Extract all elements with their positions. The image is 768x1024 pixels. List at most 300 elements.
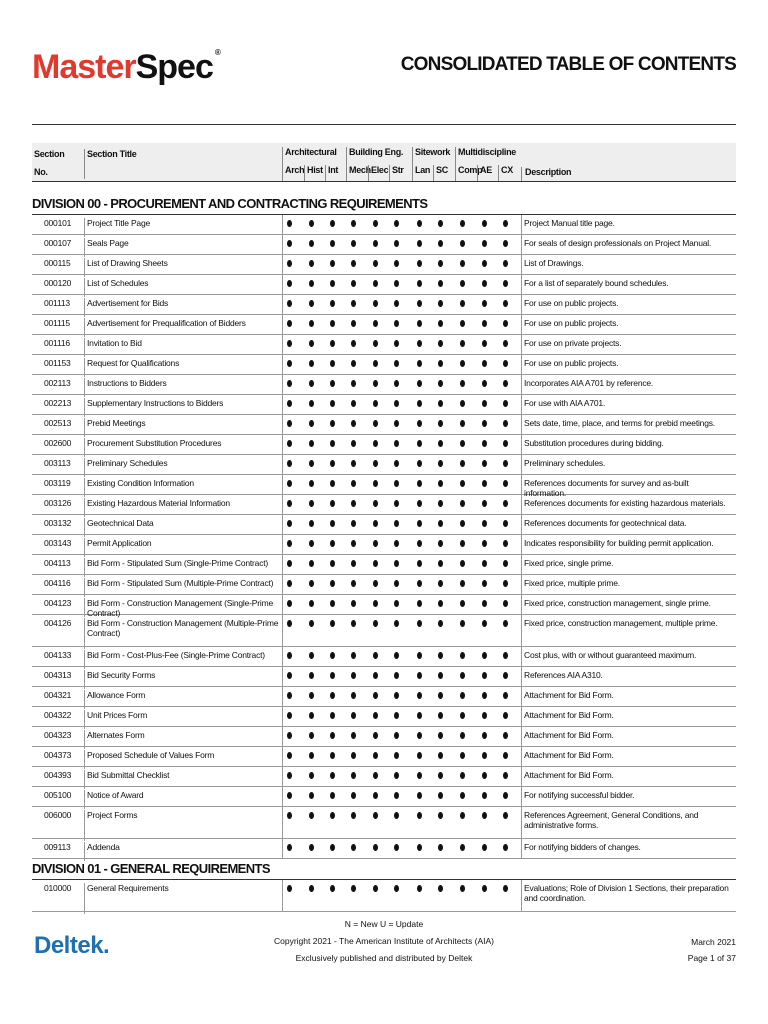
included-dot-icon [330, 240, 335, 247]
col-group-sitework: Sitework [412, 147, 455, 181]
included-dot-icon [351, 260, 356, 267]
included-dot-icon [309, 460, 314, 467]
included-dot-icon [351, 460, 356, 467]
col-elec: Elec [368, 165, 391, 181]
included-dot-icon [373, 885, 378, 892]
included-dot-icon [482, 340, 487, 347]
table-row [32, 767, 736, 787]
included-dot-icon [417, 460, 422, 467]
section-title: Advertisement for Bids [84, 298, 283, 317]
section-number: 004393 [44, 770, 72, 780]
included-dot-icon [309, 580, 314, 587]
included-dot-icon [373, 480, 378, 487]
section-description: For use on public projects. [524, 318, 619, 328]
section-description: References AIA A310. [524, 670, 603, 680]
included-dot-icon [460, 300, 465, 307]
section-description: For seals of design professionals on Project Manual. [524, 238, 712, 248]
section-title: Existing Condition Information [84, 478, 283, 497]
section-number: 002600 [44, 438, 72, 448]
included-dot-icon [373, 380, 378, 387]
included-dot-icon [287, 460, 292, 467]
included-dot-icon [417, 320, 422, 327]
col-int: Int [325, 165, 348, 181]
section-title: Unit Prices Form [84, 710, 283, 729]
included-dot-icon [309, 360, 314, 367]
included-dot-icon [330, 620, 335, 627]
section-number: 001113 [44, 298, 70, 308]
section-number: 003132 [44, 518, 72, 528]
included-dot-icon [503, 520, 508, 527]
footer-copyright: Copyright 2021 - The American Institute of Architects (AIA) [274, 936, 494, 946]
included-dot-icon [482, 480, 487, 487]
included-dot-icon [460, 240, 465, 247]
deltek-logo: Deltek. [34, 932, 110, 959]
section-description: Cost plus, with or without guaranteed maximum. [524, 650, 697, 660]
section-title: Addenda [84, 842, 283, 861]
included-dot-icon [309, 792, 314, 799]
included-dot-icon [373, 320, 378, 327]
included-dot-icon [394, 300, 399, 307]
table-row [32, 255, 736, 275]
table-row [32, 839, 736, 859]
included-dot-icon [438, 844, 443, 851]
included-dot-icon [460, 520, 465, 527]
included-dot-icon [460, 752, 465, 759]
section-number: 004321 [44, 690, 72, 700]
included-dot-icon [351, 240, 356, 247]
included-dot-icon [503, 692, 508, 699]
included-dot-icon [351, 844, 356, 851]
included-dot-icon [394, 340, 399, 347]
included-dot-icon [482, 400, 487, 407]
included-dot-icon [417, 380, 422, 387]
included-dot-icon [438, 772, 443, 779]
included-dot-icon [309, 400, 314, 407]
table-row [32, 495, 736, 515]
included-dot-icon [330, 652, 335, 659]
included-dot-icon [417, 360, 422, 367]
included-dot-icon [503, 620, 508, 627]
section-description: References documents for existing hazardous materials. [524, 498, 726, 508]
included-dot-icon [438, 320, 443, 327]
table-row [32, 747, 736, 767]
included-dot-icon [394, 280, 399, 287]
included-dot-icon [351, 752, 356, 759]
footer-date: March 2021 [691, 937, 736, 947]
section-description: Attachment for Bid Form. [524, 710, 614, 720]
included-dot-icon [417, 440, 422, 447]
section-number: 001115 [44, 318, 70, 328]
included-dot-icon [330, 480, 335, 487]
footer-legend: N = New U = Update [344, 919, 424, 929]
included-dot-icon [351, 812, 356, 819]
included-dot-icon [351, 280, 356, 287]
col-arch: Arch [282, 165, 305, 181]
included-dot-icon [482, 500, 487, 507]
division-title: DIVISION 00 - PROCUREMENT AND CONTRACTING REQUIREMENTS [32, 194, 736, 215]
included-dot-icon [309, 520, 314, 527]
included-dot-icon [503, 240, 508, 247]
included-dot-icon [373, 812, 378, 819]
included-dot-icon [330, 692, 335, 699]
section-title: List of Drawing Sheets [84, 258, 283, 277]
included-dot-icon [503, 360, 508, 367]
included-dot-icon [460, 540, 465, 547]
document-title: CONSOLIDATED TABLE OF CONTENTS [400, 54, 736, 75]
included-dot-icon [503, 460, 508, 467]
included-dot-icon [309, 600, 314, 607]
discipline-markers [282, 415, 522, 434]
discipline-markers [282, 375, 522, 394]
table-row [32, 575, 736, 595]
section-number: 004323 [44, 730, 72, 740]
included-dot-icon [309, 620, 314, 627]
section-description: List of Drawings. [524, 258, 584, 268]
included-dot-icon [287, 812, 292, 819]
col-mech: Mech [346, 165, 369, 181]
included-dot-icon [482, 792, 487, 799]
included-dot-icon [287, 240, 292, 247]
discipline-markers [282, 295, 522, 314]
section-title: Alternates Form [84, 730, 283, 749]
included-dot-icon [460, 712, 465, 719]
included-dot-icon [287, 772, 292, 779]
included-dot-icon [482, 600, 487, 607]
included-dot-icon [460, 280, 465, 287]
section-description: Fixed price, construction management, single prime. [524, 598, 711, 608]
included-dot-icon [503, 672, 508, 679]
included-dot-icon [330, 360, 335, 367]
included-dot-icon [394, 580, 399, 587]
section-number: 010000 [44, 883, 72, 893]
included-dot-icon [287, 620, 292, 627]
footer-center [32, 916, 736, 967]
section-description: For notifying bidders of changes. [524, 842, 641, 852]
section-description: For use on public projects. [524, 358, 619, 368]
included-dot-icon [503, 885, 508, 892]
column-header-rule [32, 181, 736, 182]
included-dot-icon [394, 380, 399, 387]
included-dot-icon [482, 240, 487, 247]
section-title: Instructions to Bidders [84, 378, 283, 397]
included-dot-icon [351, 692, 356, 699]
included-dot-icon [460, 400, 465, 407]
included-dot-icon [373, 460, 378, 467]
included-dot-icon [460, 792, 465, 799]
discipline-markers [282, 787, 522, 806]
included-dot-icon [287, 712, 292, 719]
included-dot-icon [287, 360, 292, 367]
section-description: For a list of separately bound schedules. [524, 278, 669, 288]
included-dot-icon [417, 240, 422, 247]
discipline-markers [282, 807, 522, 838]
discipline-markers [282, 667, 522, 686]
included-dot-icon [482, 732, 487, 739]
included-dot-icon [309, 772, 314, 779]
table-row [32, 647, 736, 667]
included-dot-icon [287, 340, 292, 347]
included-dot-icon [482, 380, 487, 387]
section-number: 000120 [44, 278, 72, 288]
section-description: Incorporates AIA A701 by reference. [524, 378, 654, 388]
table-row [32, 455, 736, 475]
included-dot-icon [438, 460, 443, 467]
section-description: For use on public projects. [524, 298, 619, 308]
table-row [32, 707, 736, 727]
included-dot-icon [438, 340, 443, 347]
discipline-markers [282, 355, 522, 374]
included-dot-icon [309, 844, 314, 851]
included-dot-icon [287, 380, 292, 387]
included-dot-icon [460, 560, 465, 567]
table-row [32, 615, 736, 647]
included-dot-icon [438, 712, 443, 719]
table-row [32, 435, 736, 455]
included-dot-icon [460, 885, 465, 892]
included-dot-icon [373, 692, 378, 699]
included-dot-icon [309, 280, 314, 287]
section-title: Procurement Substitution Procedures [84, 438, 283, 457]
included-dot-icon [482, 844, 487, 851]
page-footer [32, 912, 736, 972]
included-dot-icon [438, 732, 443, 739]
section-title: Bid Form - Construction Management (Single-Prime Contract) [84, 598, 283, 617]
included-dot-icon [394, 260, 399, 267]
registered-mark: ® [214, 48, 220, 57]
included-dot-icon [482, 560, 487, 567]
included-dot-icon [309, 560, 314, 567]
included-dot-icon [309, 220, 314, 227]
included-dot-icon [482, 320, 487, 327]
included-dot-icon [351, 480, 356, 487]
section-number: 000107 [44, 238, 72, 248]
included-dot-icon [287, 400, 292, 407]
included-dot-icon [503, 400, 508, 407]
included-dot-icon [394, 692, 399, 699]
section-number: 002513 [44, 418, 72, 428]
included-dot-icon [309, 440, 314, 447]
included-dot-icon [373, 712, 378, 719]
included-dot-icon [460, 500, 465, 507]
section-description: Project Manual title page. [524, 218, 615, 228]
included-dot-icon [287, 440, 292, 447]
discipline-markers [282, 475, 522, 494]
table-row [32, 315, 736, 335]
section-title: Bid Form - Stipulated Sum (Single-Prime Contract) [84, 558, 283, 577]
section-number: 004322 [44, 710, 72, 720]
included-dot-icon [417, 792, 422, 799]
section-number: 002213 [44, 398, 72, 408]
included-dot-icon [394, 772, 399, 779]
included-dot-icon [417, 420, 422, 427]
included-dot-icon [394, 420, 399, 427]
included-dot-icon [330, 752, 335, 759]
discipline-markers [282, 880, 522, 911]
included-dot-icon [373, 340, 378, 347]
section-number: 009113 [44, 842, 71, 852]
included-dot-icon [460, 320, 465, 327]
section-description: References documents for survey and as-built information. [524, 478, 689, 498]
included-dot-icon [309, 752, 314, 759]
included-dot-icon [373, 240, 378, 247]
included-dot-icon [438, 792, 443, 799]
included-dot-icon [373, 500, 378, 507]
included-dot-icon [351, 672, 356, 679]
included-dot-icon [460, 380, 465, 387]
footer-page: Page 1 of 37 [687, 953, 736, 963]
included-dot-icon [503, 300, 508, 307]
included-dot-icon [287, 520, 292, 527]
included-dot-icon [394, 600, 399, 607]
section-number: 004373 [44, 750, 72, 760]
included-dot-icon [351, 580, 356, 587]
included-dot-icon [482, 520, 487, 527]
table-row [32, 787, 736, 807]
included-dot-icon [438, 560, 443, 567]
section-number: 000101 [44, 218, 72, 228]
included-dot-icon [373, 772, 378, 779]
included-dot-icon [417, 752, 422, 759]
section-title: Preliminary Schedules [84, 458, 283, 477]
col-lan: Lan [412, 165, 435, 181]
included-dot-icon [438, 500, 443, 507]
included-dot-icon [373, 400, 378, 407]
included-dot-icon [503, 220, 508, 227]
discipline-markers [282, 647, 522, 666]
included-dot-icon [330, 320, 335, 327]
included-dot-icon [351, 500, 356, 507]
included-dot-icon [482, 652, 487, 659]
included-dot-icon [460, 732, 465, 739]
included-dot-icon [503, 580, 508, 587]
included-dot-icon [351, 885, 356, 892]
section-number: 004126 [44, 618, 72, 628]
included-dot-icon [330, 220, 335, 227]
included-dot-icon [287, 220, 292, 227]
discipline-markers [282, 315, 522, 334]
included-dot-icon [417, 400, 422, 407]
included-dot-icon [438, 540, 443, 547]
table-row [32, 515, 736, 535]
section-title: Proposed Schedule of Values Form [84, 750, 283, 769]
section-description: For use with AIA A701. [524, 398, 606, 408]
included-dot-icon [309, 672, 314, 679]
included-dot-icon [482, 440, 487, 447]
section-description: For notifying successful bidder. [524, 790, 635, 800]
included-dot-icon [417, 300, 422, 307]
included-dot-icon [503, 380, 508, 387]
included-dot-icon [394, 752, 399, 759]
included-dot-icon [287, 500, 292, 507]
section-title: Allowance Form [84, 690, 283, 709]
table-row [32, 687, 736, 707]
column-header [32, 143, 736, 181]
included-dot-icon [438, 652, 443, 659]
included-dot-icon [460, 772, 465, 779]
included-dot-icon [394, 220, 399, 227]
included-dot-icon [394, 460, 399, 467]
section-description: Fixed price, multiple prime. [524, 578, 620, 588]
included-dot-icon [482, 885, 487, 892]
section-title: List of Schedules [84, 278, 283, 297]
table-row [32, 475, 736, 498]
page-header [32, 44, 736, 114]
col-cx: CX [498, 165, 521, 181]
included-dot-icon [309, 420, 314, 427]
included-dot-icon [482, 420, 487, 427]
included-dot-icon [438, 580, 443, 587]
included-dot-icon [417, 540, 422, 547]
included-dot-icon [417, 600, 422, 607]
included-dot-icon [438, 400, 443, 407]
included-dot-icon [330, 260, 335, 267]
included-dot-icon [503, 792, 508, 799]
section-number: 004133 [44, 650, 72, 660]
included-dot-icon [330, 500, 335, 507]
included-dot-icon [438, 620, 443, 627]
included-dot-icon [373, 280, 378, 287]
included-dot-icon [417, 580, 422, 587]
included-dot-icon [503, 752, 508, 759]
included-dot-icon [417, 480, 422, 487]
included-dot-icon [417, 520, 422, 527]
table-row [32, 595, 736, 618]
included-dot-icon [503, 812, 508, 819]
discipline-markers [282, 555, 522, 574]
included-dot-icon [460, 672, 465, 679]
table-row [32, 275, 736, 295]
included-dot-icon [503, 652, 508, 659]
included-dot-icon [351, 600, 356, 607]
included-dot-icon [287, 260, 292, 267]
included-dot-icon [417, 560, 422, 567]
included-dot-icon [438, 812, 443, 819]
included-dot-icon [482, 220, 487, 227]
section-number: 004313 [44, 670, 72, 680]
included-dot-icon [373, 560, 378, 567]
included-dot-icon [394, 652, 399, 659]
included-dot-icon [351, 540, 356, 547]
included-dot-icon [373, 732, 378, 739]
included-dot-icon [373, 540, 378, 547]
section-title: Permit Application [84, 538, 283, 557]
toc-table [32, 194, 736, 912]
included-dot-icon [330, 672, 335, 679]
included-dot-icon [373, 220, 378, 227]
included-dot-icon [417, 260, 422, 267]
included-dot-icon [287, 844, 292, 851]
included-dot-icon [394, 812, 399, 819]
section-number: 004116 [44, 578, 71, 588]
included-dot-icon [503, 600, 508, 607]
included-dot-icon [482, 752, 487, 759]
section-title: Prebid Meetings [84, 418, 283, 437]
included-dot-icon [330, 580, 335, 587]
table-row [32, 555, 736, 575]
included-dot-icon [373, 672, 378, 679]
discipline-markers [282, 215, 522, 234]
section-title: Bid Form - Cost-Plus-Fee (Single-Prime Contract) [84, 650, 283, 669]
included-dot-icon [330, 280, 335, 287]
included-dot-icon [351, 220, 356, 227]
included-dot-icon [460, 692, 465, 699]
included-dot-icon [373, 752, 378, 759]
included-dot-icon [351, 732, 356, 739]
footer-right [688, 934, 736, 966]
included-dot-icon [309, 712, 314, 719]
included-dot-icon [438, 300, 443, 307]
included-dot-icon [503, 420, 508, 427]
